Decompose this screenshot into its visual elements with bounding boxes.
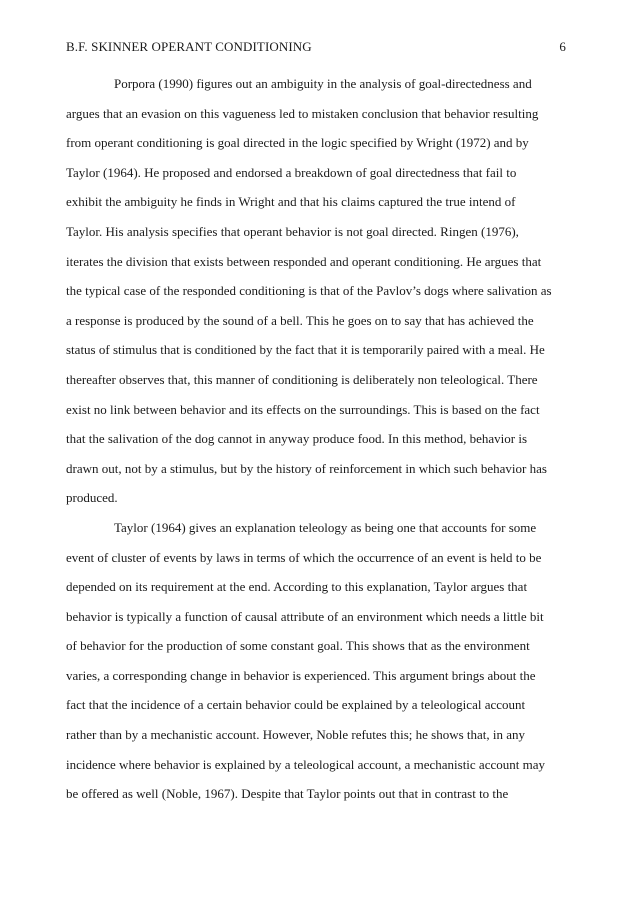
text-line: the typical case of the responded conditioning is that of the Pavlov’s dogs where salivation as xyxy=(66,283,552,299)
page-number: 6 xyxy=(559,39,566,54)
running-header xyxy=(66,38,566,56)
text-line: produced. xyxy=(66,490,118,506)
text-line: rather than by a mechanistic account. However, Noble refutes this; he shows that, in any xyxy=(66,727,526,743)
paragraph-1 xyxy=(66,69,566,513)
text-line: behavior is typically a function of causal attribute of an environment which needs a little bit xyxy=(66,608,544,624)
text-line: depended on its requirement at the end. According to this explanation, Taylor argues that xyxy=(66,579,528,595)
text-line: event of cluster of events by laws in terms of which the occurrence of an event is held to be xyxy=(66,549,542,565)
text-line: exhibit the ambiguity he finds in Wright and that his claims captured the true intend of xyxy=(66,194,516,210)
text-line: Porpora (1990) figures out an ambiguity in the analysis of goal-directedness and xyxy=(114,76,532,91)
text-line: incidence where behavior is explained by a teleological account, a mechanistic account may xyxy=(66,756,545,772)
text-line: thereafter observes that, this manner of conditioning is deliberately non teleological. There xyxy=(66,371,538,387)
text-line: Taylor. His analysis specifies that operant behavior is not goal directed. Ringen (1976), xyxy=(66,223,519,239)
text-line: Taylor (1964). He proposed and endorsed a breakdown of goal directedness that fail to xyxy=(66,164,517,180)
paragraph-2 xyxy=(66,513,566,809)
text-line: from operant conditioning is goal directed in the logic specified by Wright (1972) and by xyxy=(66,135,529,151)
text-line: of behavior for the production of some constant goal. This shows that as the environment xyxy=(66,638,530,654)
text-line: argues that an evasion on this vagueness led to mistaken conclusion that behavior resulting xyxy=(66,105,539,121)
header-title: B.F. SKINNER OPERANT CONDITIONING xyxy=(66,39,312,54)
text-line: that the salivation of the dog cannot in anyway produce food. In this method, behavior is xyxy=(66,431,528,447)
text-line: status of stimulus that is conditioned by the fact that it is temporarily paired with a meal. He xyxy=(66,342,545,358)
text-line: fact that the incidence of a certain behavior could be explained by a teleological account xyxy=(66,697,526,713)
text-line: exist no link between behavior and its effects on the surroundings. This is based on the fact xyxy=(66,401,540,417)
text-line: iterates the division that exists between responded and operant conditioning. He argues that xyxy=(66,253,542,269)
text-line: a response is produced by the sound of a bell. This he goes on to say that has achieved the xyxy=(66,312,534,328)
text-line: be offered as well (Noble, 1967). Despite that Taylor points out that in contrast to the xyxy=(66,786,509,802)
text-line: Taylor (1964) gives an explanation teleology as being one that accounts for some xyxy=(114,519,537,535)
text-line: varies, a corresponding change in behavior is experienced. This argument brings about the xyxy=(66,667,536,683)
body-text xyxy=(66,69,566,809)
text-line: drawn out, not by a stimulus, but by the history of reinforcement in which such behavior has xyxy=(66,460,547,476)
